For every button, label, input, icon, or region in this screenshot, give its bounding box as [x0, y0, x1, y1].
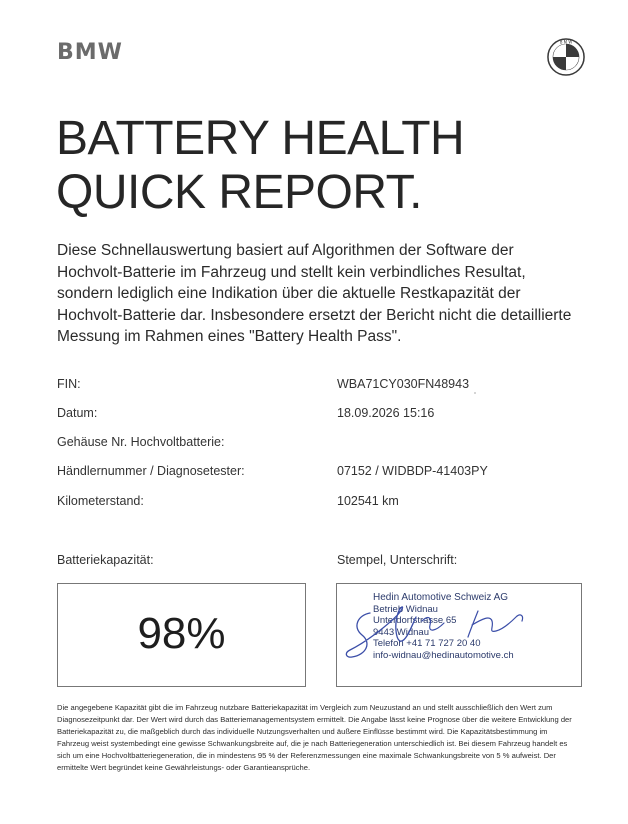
capacity-box	[57, 583, 306, 687]
report-title-line-1: BATTERY HEALTH	[56, 112, 465, 165]
stamp-company: Hedin Automotive Schweiz AG	[373, 592, 509, 603]
capacity-label: Batteriekapazität:	[57, 553, 154, 567]
scan-speck	[474, 392, 476, 394]
intro-text: Diese Schnellauswertung basiert auf Algorithmen der Software der Hochvolt-Batterie im Fahrzeug und stellt kein verbindliches Resultat, sondern lediglich eine Indikation über die aktuelle Restkapazität der Hochvolt-Batterie dar. Insbesondere ersetzt der Bericht nicht die detaillierte Messung im Rahmen eines "Battery Health Pass".	[57, 242, 572, 345]
dealer-label: Händlernummer / Diagnosetester:	[57, 464, 245, 478]
capacity-value: 98%	[137, 609, 226, 658]
stamp-label: Stempel, Unterschrift:	[337, 553, 458, 567]
mileage-value: 102541 km	[337, 494, 399, 508]
dealer-stamp	[373, 592, 573, 662]
report-title	[56, 112, 464, 220]
disclaimer-text: Die angegebene Kapazität gibt die im Fahrzeug nutzbare Batteriekapazität im Vergleich zum Neuzustand an und stellt ausschließlich den Wert zum Diagnosezeitpunkt dar. Der Wert wird durch das Batteriemanagementsystem ermittelt. Die Angabe lässt keine Prognose über die weitere Entwicklung der Batteriekapazität zu, die maßgeblich durch das individuelle Nutzungsverhalten und äußere Einflüsse bestimmt wird. Die Kapazitätsbestimmung im Fahrzeug weist systembedingt eine gewisse Schwankungsbreite auf, die je nach Batteriegeneration unterschiedlich ist. Bei diesem Fahrzeug handelt es sich um eine Hochvoltbatteriegeneration, die in mindestens 95 % der Referenzmessungen eine maximale Schwankungsbreite von 5 % aufweist. Der ermittelte Wert begründet keine Gewährleistungs- oder Garantieansprüche.	[57, 703, 572, 772]
svg-text:B M W: B M W	[559, 39, 573, 45]
mileage-label: Kilometerstand:	[57, 494, 144, 508]
dealer-value: 07152 / WIDBDP-41403PY	[337, 464, 488, 478]
stamp-street: Unterdorfstrasse 65	[373, 615, 457, 627]
date-value: 18.09.2026 15:16	[337, 406, 435, 420]
stamp-phone: Telefon +41 71 727 20 40	[373, 638, 481, 650]
fin-label: FIN:	[57, 377, 81, 391]
stamp-email: info-widnau@hedinautomotive.ch	[373, 649, 514, 661]
date-label: Datum:	[57, 406, 98, 420]
stamp-branch: Betrieb Widnau	[373, 603, 438, 615]
stamp-city: 9443 Widnau	[373, 626, 429, 638]
fin-value: WBA71CY030FN48943	[337, 377, 470, 391]
housing-label: Gehäuse Nr. Hochvoltbatterie:	[57, 435, 225, 449]
bmw-roundel-icon	[547, 38, 585, 76]
report-title-line-2: QUICK REPORT.	[56, 166, 423, 219]
brand-wordmark: BMW	[57, 40, 123, 65]
